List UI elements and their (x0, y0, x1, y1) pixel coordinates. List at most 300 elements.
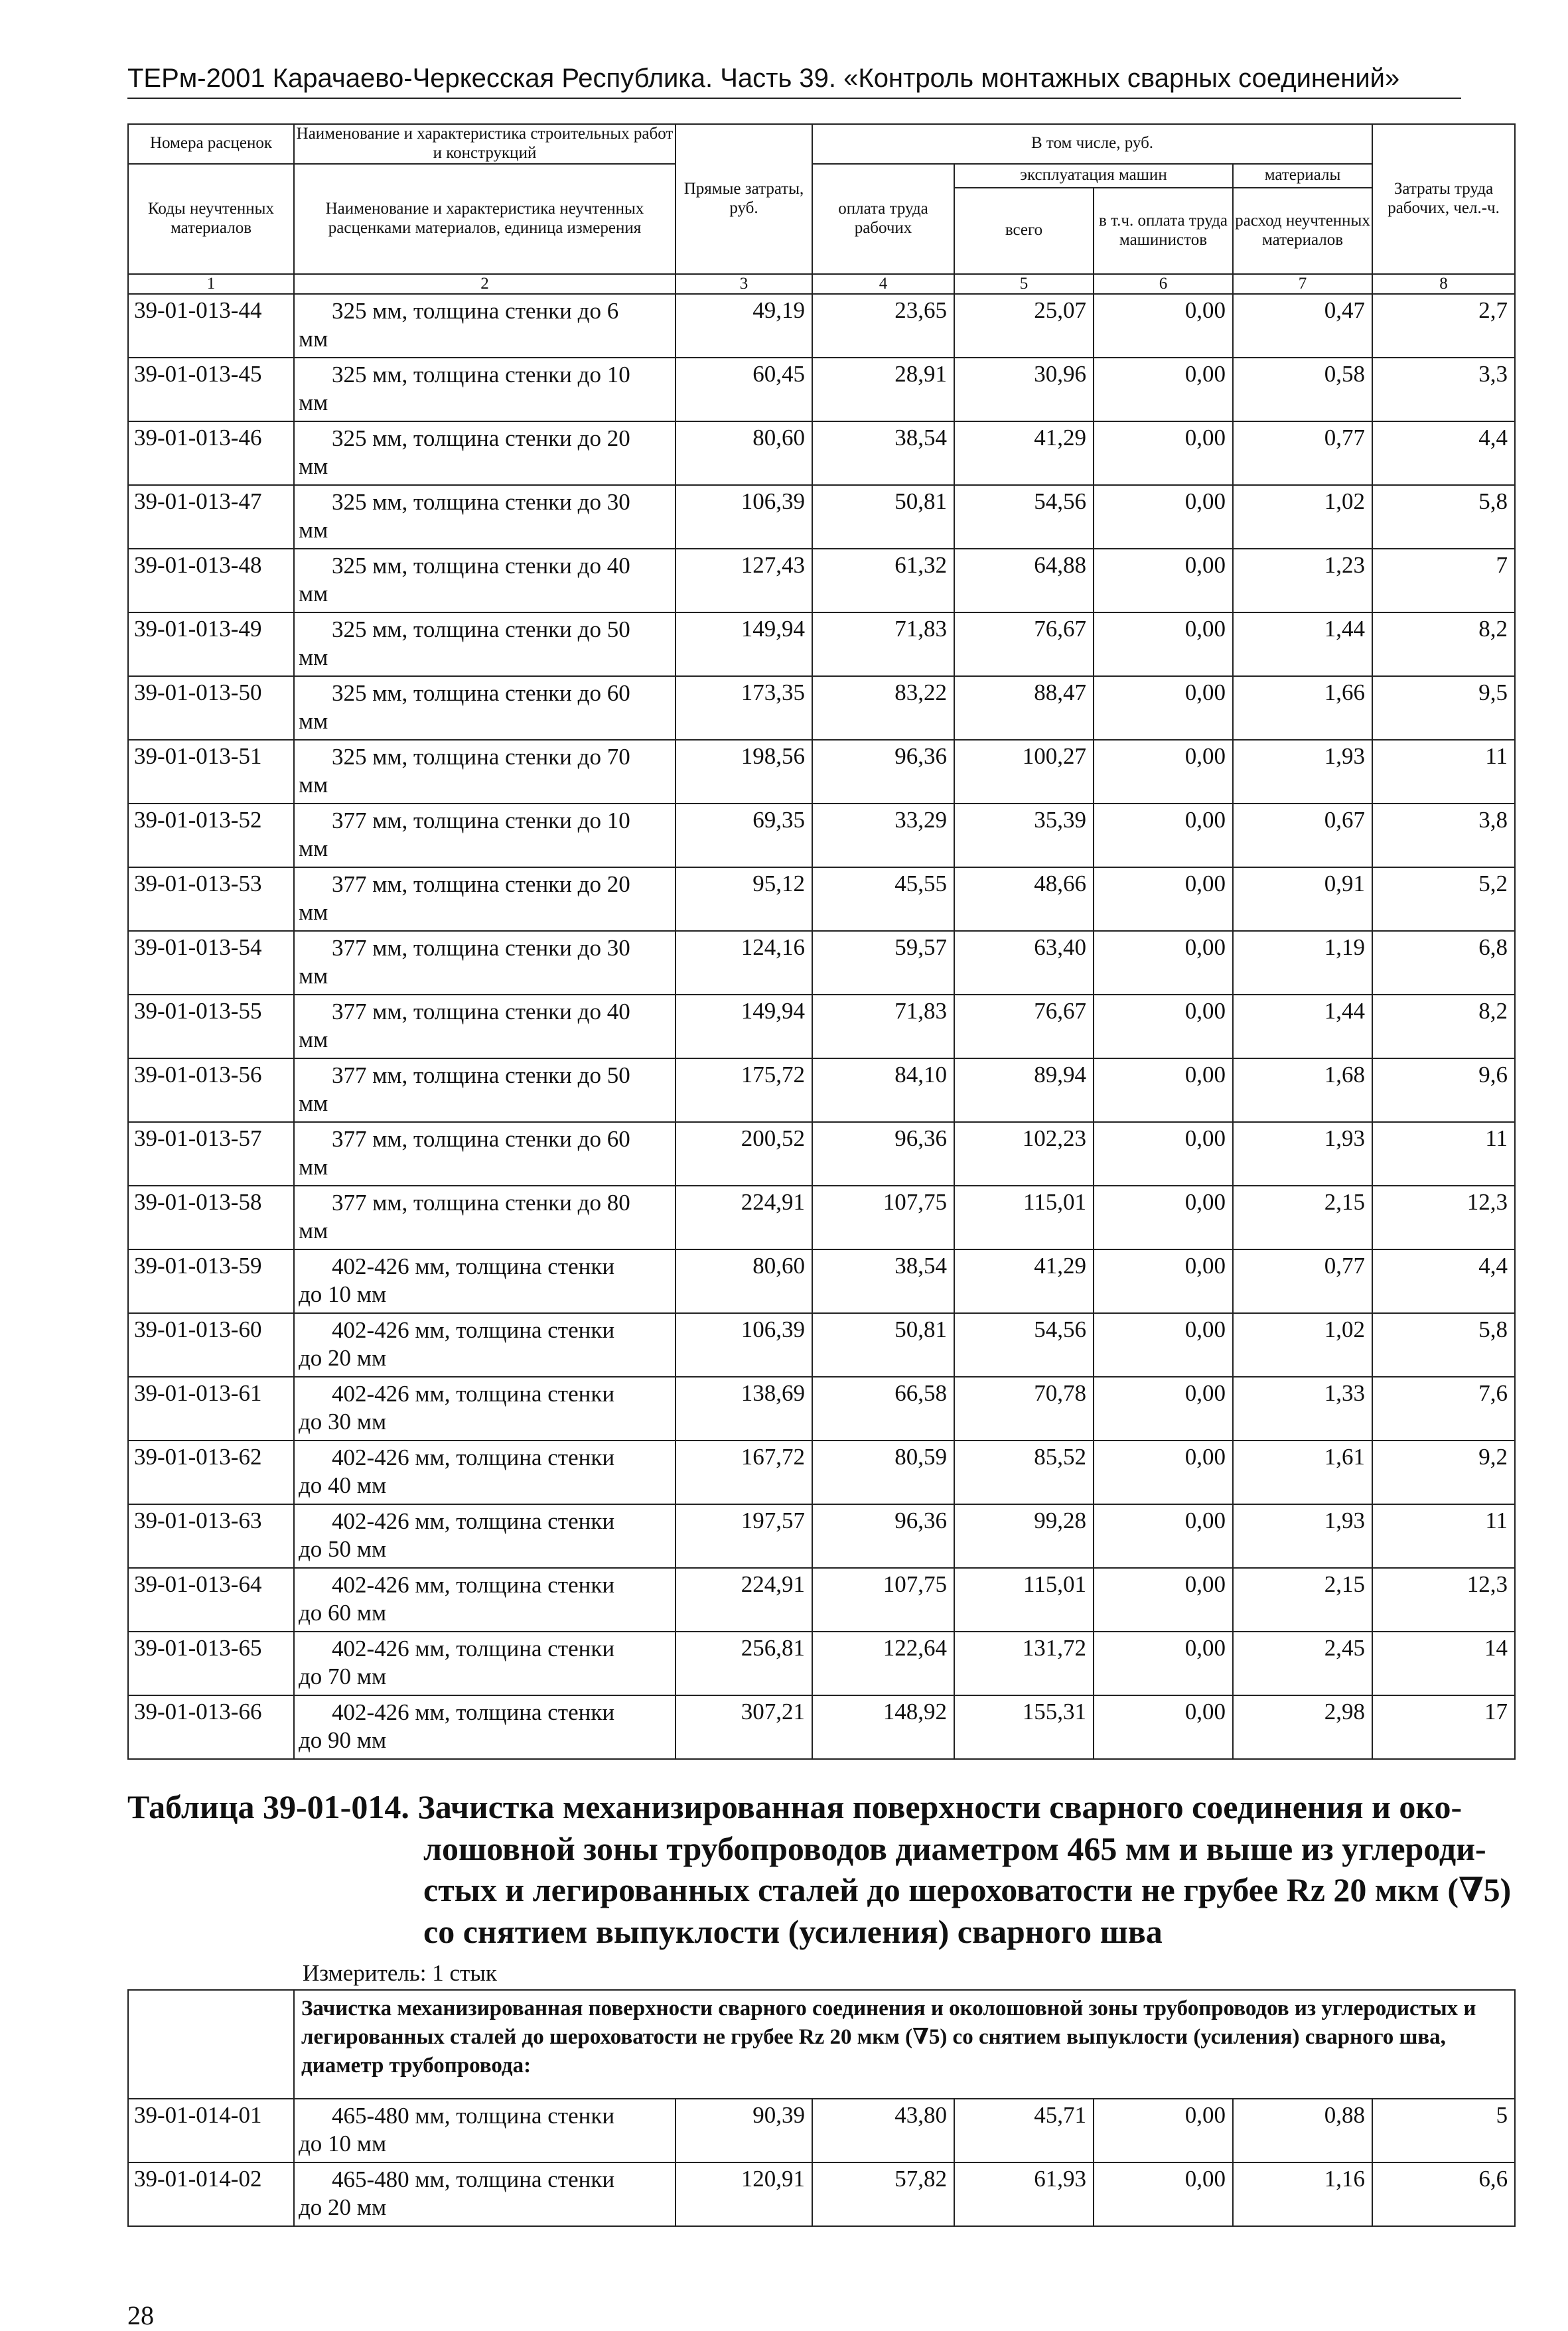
column-number: 2 (294, 274, 676, 294)
labor-hours: 3,3 (1372, 358, 1515, 421)
direct-cost: 175,72 (676, 1058, 812, 1122)
rate-code: 39-01-013-54 (128, 931, 294, 995)
table-row (128, 421, 1515, 485)
machines-total: 100,27 (954, 740, 1094, 804)
table-row (128, 995, 1515, 1058)
table-row (128, 1186, 1515, 1249)
labor-hours: 11 (1372, 1504, 1515, 1568)
table-row (128, 1632, 1515, 1695)
column-number: 6 (1094, 274, 1233, 294)
materials-cost: 1,93 (1233, 740, 1372, 804)
rate-name-line1: 325 мм, толщина стенки до 60 (332, 679, 630, 706)
direct-cost: 60,45 (676, 358, 812, 421)
materials-cost: 1,02 (1233, 485, 1372, 549)
labor-hours: 11 (1372, 1122, 1515, 1186)
rate-name-line2: мм (299, 771, 328, 798)
rate-name (294, 995, 676, 1058)
direct-cost: 200,52 (676, 1122, 812, 1186)
rate-name-line2: до 20 мм (299, 2194, 387, 2220)
machines-total: 102,23 (954, 1122, 1094, 1186)
machines-total: 35,39 (954, 804, 1094, 867)
labor-hours: 3,8 (1372, 804, 1515, 867)
direct-cost: 95,12 (676, 867, 812, 931)
machinists-pay: 0,00 (1094, 1504, 1233, 1568)
measure-unit: Измеритель: 1 стык (303, 1960, 497, 1986)
rate-name (294, 421, 676, 485)
header-materials-usage: расход неучтенных материалов (1233, 188, 1372, 274)
table-row (128, 931, 1515, 995)
materials-cost: 1,44 (1233, 995, 1372, 1058)
machinists-pay: 0,00 (1094, 1441, 1233, 1504)
table-row (128, 1377, 1515, 1441)
machines-total: 25,07 (954, 294, 1094, 358)
direct-cost: 256,81 (676, 1632, 812, 1695)
machines-total: 131,72 (954, 1632, 1094, 1695)
machinists-pay: 0,00 (1094, 740, 1233, 804)
materials-cost: 1,66 (1233, 676, 1372, 740)
machinists-pay: 0,00 (1094, 2162, 1233, 2226)
header-labor-pay: оплата труда рабочих (812, 164, 954, 274)
rate-name-line2: мм (299, 962, 328, 989)
column-number: 4 (812, 274, 954, 294)
labor-hours: 17 (1372, 1695, 1515, 1759)
rate-name-line2: до 90 мм (299, 1727, 387, 1753)
machinists-pay: 0,00 (1094, 1632, 1233, 1695)
rate-code: 39-01-013-58 (128, 1186, 294, 1249)
rate-name (294, 549, 676, 612)
table-row (128, 2162, 1515, 2226)
labor-pay: 96,36 (812, 1122, 954, 1186)
machines-total: 30,96 (954, 358, 1094, 421)
rate-name-line1: 402-426 мм, толщина стенки (332, 1635, 615, 1661)
machinists-pay: 0,00 (1094, 931, 1233, 995)
labor-pay: 59,57 (812, 931, 954, 995)
rate-name (294, 740, 676, 804)
rate-name-line1: 377 мм, толщина стенки до 20 (332, 871, 630, 897)
header-codes-bottom: Коды неучтенных материалов (128, 164, 294, 274)
machinists-pay: 0,00 (1094, 1313, 1233, 1377)
rate-name-line1: 325 мм, толщина стенки до 70 (332, 743, 630, 770)
machines-total: 45,71 (954, 2099, 1094, 2162)
labor-pay: 50,81 (812, 485, 954, 549)
rate-name-line1: 465-480 мм, толщина стенки (332, 2166, 615, 2192)
labor-pay: 71,83 (812, 612, 954, 676)
rate-code: 39-01-013-53 (128, 867, 294, 931)
materials-cost: 1,68 (1233, 1058, 1372, 1122)
rate-code: 39-01-013-47 (128, 485, 294, 549)
rate-name-line2: мм (299, 1026, 328, 1052)
rate-code: 39-01-014-02 (128, 2162, 294, 2226)
rate-code: 39-01-013-48 (128, 549, 294, 612)
table-row (128, 485, 1515, 549)
machinists-pay: 0,00 (1094, 676, 1233, 740)
machinists-pay: 0,00 (1094, 612, 1233, 676)
machines-total: 48,66 (954, 867, 1094, 931)
materials-cost: 2,15 (1233, 1186, 1372, 1249)
rate-name (294, 867, 676, 931)
rate-name (294, 804, 676, 867)
machinists-pay: 0,00 (1094, 995, 1233, 1058)
rate-name-line1: 402-426 мм, толщина стенки (332, 1316, 615, 1343)
rate-name-line1: 402-426 мм, толщина стенки (332, 1571, 615, 1598)
rate-code: 39-01-013-63 (128, 1504, 294, 1568)
labor-pay: 107,75 (812, 1568, 954, 1632)
rate-name-line2: до 10 мм (299, 2131, 387, 2156)
materials-cost: 2,15 (1233, 1568, 1372, 1632)
rate-code: 39-01-013-55 (128, 995, 294, 1058)
rate-name-line2: мм (299, 898, 328, 925)
rate-name-line1: 465-480 мм, толщина стенки (332, 2103, 615, 2129)
materials-cost: 0,88 (1233, 2099, 1372, 2162)
table-row (128, 1504, 1515, 1568)
rate-name-line2: до 40 мм (299, 1472, 387, 1498)
header-labor-cost: Затраты труда рабочих, чел.-ч. (1372, 124, 1515, 274)
machines-total: 155,31 (954, 1695, 1094, 1759)
materials-cost: 0,47 (1233, 294, 1372, 358)
labor-pay: 23,65 (812, 294, 954, 358)
rate-name-line2: мм (299, 644, 328, 670)
rate-name (294, 1058, 676, 1122)
labor-hours: 9,5 (1372, 676, 1515, 740)
materials-cost: 1,61 (1233, 1441, 1372, 1504)
machinists-pay: 0,00 (1094, 867, 1233, 931)
labor-pay: 66,58 (812, 1377, 954, 1441)
rate-name-line1: 325 мм, толщина стенки до 20 (332, 425, 630, 451)
rate-name-line2: мм (299, 580, 328, 606)
machines-total: 54,56 (954, 485, 1094, 549)
machinists-pay: 0,00 (1094, 1186, 1233, 1249)
machinists-pay: 0,00 (1094, 1122, 1233, 1186)
page-number: 28 (127, 2300, 154, 2330)
rate-code: 39-01-013-57 (128, 1122, 294, 1186)
rate-code: 39-01-013-50 (128, 676, 294, 740)
labor-pay: 38,54 (812, 1249, 954, 1313)
labor-hours: 6,6 (1372, 2162, 1515, 2226)
rate-name-line1: 325 мм, толщина стенки до 50 (332, 616, 630, 642)
materials-cost: 1,93 (1233, 1504, 1372, 1568)
rate-name-line1: 402-426 мм, толщина стенки (332, 1699, 615, 1725)
table-title-line: Таблица 39-01-014. Зачистка механизированная поверхности сварного соединения и око- (127, 1788, 1462, 1825)
labor-hours: 5 (1372, 2099, 1515, 2162)
header-machines-total: всего (954, 188, 1094, 274)
rate-code: 39-01-013-65 (128, 1632, 294, 1695)
materials-cost: 2,98 (1233, 1695, 1372, 1759)
rate-name (294, 931, 676, 995)
direct-cost: 120,91 (676, 2162, 812, 2226)
rate-name-line1: 377 мм, толщина стенки до 10 (332, 807, 630, 833)
rate-name (294, 1441, 676, 1504)
rate-name (294, 676, 676, 740)
direct-cost: 307,21 (676, 1695, 812, 1759)
machines-total: 41,29 (954, 421, 1094, 485)
labor-pay: 122,64 (812, 1632, 954, 1695)
rate-name-line2: до 30 мм (299, 1408, 387, 1435)
materials-cost: 1,23 (1233, 549, 1372, 612)
labor-pay: 107,75 (812, 1186, 954, 1249)
labor-hours: 5,2 (1372, 867, 1515, 931)
rate-name-line1: 402-426 мм, толщина стенки (332, 1508, 615, 1534)
rate-name (294, 2099, 676, 2162)
rate-name-line1: 325 мм, толщина стенки до 10 (332, 361, 630, 388)
rate-name-line2: до 60 мм (299, 1599, 387, 1626)
labor-pay: 96,36 (812, 1504, 954, 1568)
labor-hours: 14 (1372, 1632, 1515, 1695)
rate-name (294, 1313, 676, 1377)
rate-name-line1: 325 мм, толщина стенки до 6 (332, 297, 619, 324)
column-number: 3 (676, 274, 812, 294)
direct-cost: 69,35 (676, 804, 812, 867)
labor-pay: 61,32 (812, 549, 954, 612)
direct-cost: 167,72 (676, 1441, 812, 1504)
group-code-cell (128, 1990, 294, 2099)
column-number: 1 (128, 274, 294, 294)
rates-table-body (128, 294, 1515, 1759)
table-row (128, 867, 1515, 931)
machines-total: 115,01 (954, 1568, 1094, 1632)
machines-total: 88,47 (954, 676, 1094, 740)
direct-cost: 49,19 (676, 294, 812, 358)
labor-hours: 12,3 (1372, 1186, 1515, 1249)
rate-name-line2: мм (299, 453, 328, 479)
materials-cost: 1,19 (1233, 931, 1372, 995)
direct-cost: 80,60 (676, 421, 812, 485)
rate-name (294, 1249, 676, 1313)
rate-code: 39-01-013-49 (128, 612, 294, 676)
table-title (127, 1786, 1514, 1952)
rate-name-line1: 377 мм, толщина стенки до 30 (332, 934, 630, 961)
labor-pay: 148,92 (812, 1695, 954, 1759)
table-title-line: лошовной зоны трубопроводов диаметром 465 мм и выше из углероди- (423, 1829, 1486, 1867)
header-direct: Прямые затраты, руб. (676, 124, 812, 274)
labor-pay: 43,80 (812, 2099, 954, 2162)
table-row (128, 549, 1515, 612)
machinists-pay: 0,00 (1094, 421, 1233, 485)
table-row (128, 1122, 1515, 1186)
table-title-line: стых и легированных сталей до шероховатости не грубее Rz 20 мкм (∇5) (423, 1871, 1512, 1908)
direct-cost: 124,16 (676, 931, 812, 995)
machines-total: 76,67 (954, 612, 1094, 676)
direct-cost: 149,94 (676, 995, 812, 1058)
table-row (128, 612, 1515, 676)
machinists-pay: 0,00 (1094, 485, 1233, 549)
machines-total: 64,88 (954, 549, 1094, 612)
direct-cost: 106,39 (676, 1313, 812, 1377)
materials-cost: 0,67 (1233, 804, 1372, 867)
header-machines: эксплуатация машин (954, 164, 1233, 188)
rate-name-line2: до 50 мм (299, 1535, 387, 1562)
rate-code: 39-01-013-52 (128, 804, 294, 867)
rate-name-line1: 402-426 мм, толщина стенки (332, 1253, 615, 1279)
rate-code: 39-01-013-56 (128, 1058, 294, 1122)
rates-table (127, 123, 1516, 1760)
machines-total: 115,01 (954, 1186, 1094, 1249)
rate-code: 39-01-013-60 (128, 1313, 294, 1377)
machines-total: 85,52 (954, 1441, 1094, 1504)
header-codes-top: Номера расценок (128, 124, 294, 164)
rate-code: 39-01-013-46 (128, 421, 294, 485)
rate-name-line2: мм (299, 325, 328, 352)
labor-pay: 84,10 (812, 1058, 954, 1122)
labor-hours: 9,6 (1372, 1058, 1515, 1122)
header-materials: материалы (1233, 164, 1372, 188)
column-numbers-row (128, 274, 1515, 294)
direct-cost: 138,69 (676, 1377, 812, 1441)
rate-code: 39-01-013-66 (128, 1695, 294, 1759)
direct-cost: 198,56 (676, 740, 812, 804)
direct-cost: 80,60 (676, 1249, 812, 1313)
rate-name-line2: мм (299, 1090, 328, 1116)
table-row (128, 1568, 1515, 1632)
machines-total: 70,78 (954, 1377, 1094, 1441)
labor-hours: 2,7 (1372, 294, 1515, 358)
rate-code: 39-01-013-44 (128, 294, 294, 358)
labor-pay: 83,22 (812, 676, 954, 740)
direct-cost: 127,43 (676, 549, 812, 612)
labor-pay: 71,83 (812, 995, 954, 1058)
labor-hours: 5,8 (1372, 485, 1515, 549)
table-row (128, 1249, 1515, 1313)
column-number: 7 (1233, 274, 1372, 294)
labor-pay: 38,54 (812, 421, 954, 485)
materials-cost: 0,77 (1233, 1249, 1372, 1313)
direct-cost: 224,91 (676, 1186, 812, 1249)
machinists-pay: 0,00 (1094, 294, 1233, 358)
machines-total: 41,29 (954, 1249, 1094, 1313)
rate-code: 39-01-014-01 (128, 2099, 294, 2162)
labor-pay: 80,59 (812, 1441, 954, 1504)
table-row (128, 1313, 1515, 1377)
column-number: 5 (954, 274, 1094, 294)
labor-pay: 33,29 (812, 804, 954, 867)
materials-cost: 0,91 (1233, 867, 1372, 931)
labor-hours: 4,4 (1372, 1249, 1515, 1313)
machines-total: 76,67 (954, 995, 1094, 1058)
materials-cost: 1,33 (1233, 1377, 1372, 1441)
labor-hours: 7,6 (1372, 1377, 1515, 1441)
machinists-pay: 0,00 (1094, 1568, 1233, 1632)
table-row (128, 740, 1515, 804)
rate-name-line2: до 70 мм (299, 1663, 387, 1689)
direct-cost: 106,39 (676, 485, 812, 549)
rate-code: 39-01-013-59 (128, 1249, 294, 1313)
rate-name-line2: мм (299, 1217, 328, 1243)
materials-cost: 2,45 (1233, 1632, 1372, 1695)
rate-name (294, 1122, 676, 1186)
direct-cost: 173,35 (676, 676, 812, 740)
rate-name-line1: 402-426 мм, толщина стенки (332, 1380, 615, 1407)
rate-code: 39-01-013-62 (128, 1441, 294, 1504)
machinists-pay: 0,00 (1094, 2099, 1233, 2162)
page-header: ТЕРм-2001 Карачаево-Черкесская Республика. Часть 39. «Контроль монтажных сварных соединений» (127, 64, 1461, 99)
table-row (128, 2099, 1515, 2162)
labor-pay: 45,55 (812, 867, 954, 931)
machinists-pay: 0,00 (1094, 1695, 1233, 1759)
labor-hours: 11 (1372, 740, 1515, 804)
machines-total: 89,94 (954, 1058, 1094, 1122)
labor-hours: 12,3 (1372, 1568, 1515, 1632)
labor-hours: 9,2 (1372, 1441, 1515, 1504)
rate-name-line2: мм (299, 389, 328, 415)
table-row (128, 358, 1515, 421)
rate-code: 39-01-013-45 (128, 358, 294, 421)
group-description: Зачистка механизированная поверхности сварного соединения и околошовной зоны трубопроводов из углеродистых и легированных сталей до шероховатости не грубее Rz 20 мкм (∇5) со снятием выпуклости (усиления) сварного шва, диаметр трубопровода: (294, 1990, 1515, 2099)
machines-total: 63,40 (954, 931, 1094, 995)
table-title-line: со снятием выпуклости (усиления) сварного шва (423, 1912, 1163, 1950)
rate-name (294, 1186, 676, 1249)
rate-name-line2: мм (299, 1153, 328, 1180)
rate-name-line1: 377 мм, толщина стенки до 40 (332, 998, 630, 1024)
machinists-pay: 0,00 (1094, 1377, 1233, 1441)
labor-hours: 7 (1372, 549, 1515, 612)
rate-name-line2: до 20 мм (299, 1344, 387, 1371)
header-name-bottom: Наименование и характеристика неучтенных расценками материалов, единица измерения (294, 164, 676, 274)
rate-name (294, 294, 676, 358)
rates-table-2 (127, 1989, 1516, 2227)
rate-name (294, 485, 676, 549)
rate-name-line2: мм (299, 835, 328, 861)
materials-cost: 1,02 (1233, 1313, 1372, 1377)
header-machinists-pay: в т.ч. оплата труда машинистов (1094, 188, 1233, 274)
rate-name (294, 2162, 676, 2226)
rate-name-line1: 377 мм, толщина стенки до 60 (332, 1125, 630, 1152)
labor-hours: 8,2 (1372, 612, 1515, 676)
rate-code: 39-01-013-64 (128, 1568, 294, 1632)
labor-hours: 5,8 (1372, 1313, 1515, 1377)
rate-name (294, 358, 676, 421)
materials-cost: 0,77 (1233, 421, 1372, 485)
header-including: В том числе, руб. (812, 124, 1372, 164)
machinists-pay: 0,00 (1094, 549, 1233, 612)
rate-name-line1: 402-426 мм, толщина стенки (332, 1444, 615, 1470)
table-row (128, 1058, 1515, 1122)
materials-cost: 1,93 (1233, 1122, 1372, 1186)
labor-hours: 4,4 (1372, 421, 1515, 485)
table-row (128, 676, 1515, 740)
machinists-pay: 0,00 (1094, 358, 1233, 421)
labor-hours: 8,2 (1372, 995, 1515, 1058)
rate-name-line1: 325 мм, толщина стенки до 40 (332, 552, 630, 579)
machinists-pay: 0,00 (1094, 1058, 1233, 1122)
column-number: 8 (1372, 274, 1515, 294)
table-row (128, 804, 1515, 867)
materials-cost: 0,58 (1233, 358, 1372, 421)
materials-cost: 1,44 (1233, 612, 1372, 676)
header-name-top: Наименование и характеристика строительных работ и конструкций (294, 124, 676, 164)
rates-table-2-body (128, 2099, 1515, 2226)
machines-total: 61,93 (954, 2162, 1094, 2226)
rate-name (294, 1504, 676, 1568)
rate-name (294, 1695, 676, 1759)
machinists-pay: 0,00 (1094, 1249, 1233, 1313)
labor-hours: 6,8 (1372, 931, 1515, 995)
machines-total: 54,56 (954, 1313, 1094, 1377)
rate-name-line2: до 10 мм (299, 1281, 387, 1307)
labor-pay: 28,91 (812, 358, 954, 421)
direct-cost: 90,39 (676, 2099, 812, 2162)
machines-total: 99,28 (954, 1504, 1094, 1568)
rate-name-line2: мм (299, 516, 328, 543)
table-row (128, 1441, 1515, 1504)
rate-code: 39-01-013-61 (128, 1377, 294, 1441)
rate-name-line2: мм (299, 707, 328, 734)
direct-cost: 224,91 (676, 1568, 812, 1632)
rate-name-line1: 377 мм, толщина стенки до 50 (332, 1062, 630, 1088)
rate-code: 39-01-013-51 (128, 740, 294, 804)
rate-name-line1: 325 мм, толщина стенки до 30 (332, 488, 630, 515)
labor-pay: 96,36 (812, 740, 954, 804)
direct-cost: 149,94 (676, 612, 812, 676)
table-row (128, 294, 1515, 358)
